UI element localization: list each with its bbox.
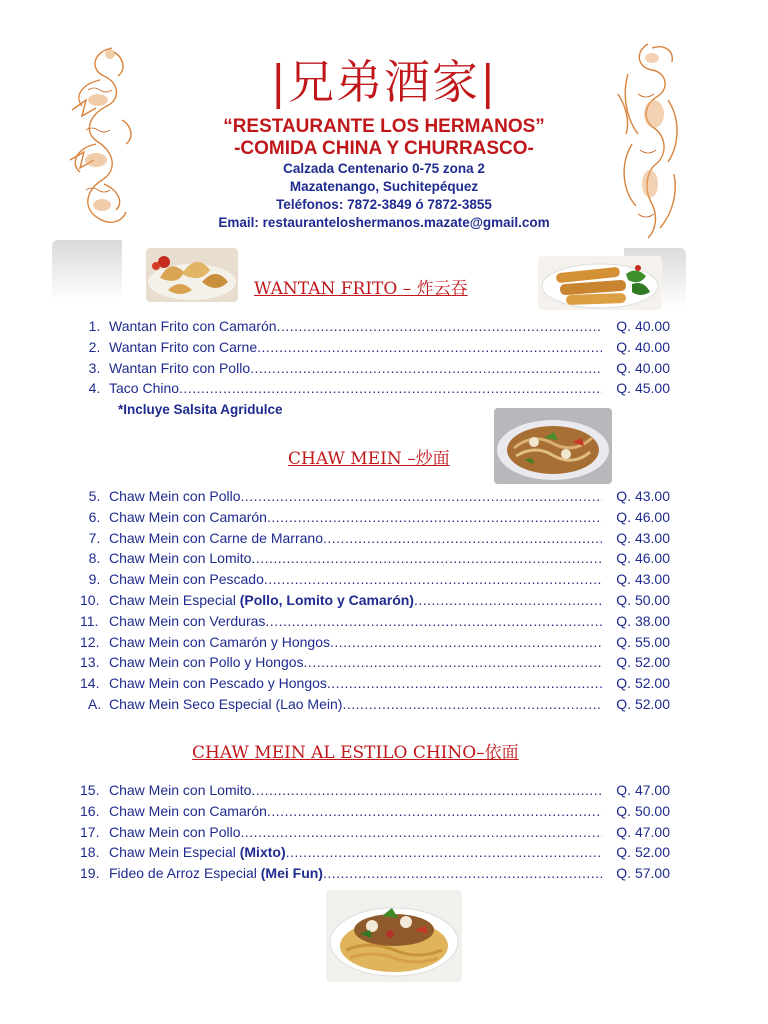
menu-item	[80, 780, 670, 801]
menu-item	[80, 569, 670, 590]
menu-item	[80, 507, 670, 528]
menu-item	[80, 863, 670, 884]
menu-item	[80, 528, 670, 549]
item-name: Chaw Mein con Camarón	[109, 802, 267, 819]
item-name: Chaw Mein con Camarón y Hongos	[109, 633, 330, 650]
item-price: Q. 46.00	[616, 550, 670, 567]
menu-item	[80, 632, 670, 653]
dot-leader	[286, 842, 602, 863]
item-name: Wantan Frito con Pollo	[109, 359, 251, 376]
item-name: Wantan Frito con Camarón	[109, 318, 277, 334]
dot-leader	[267, 507, 602, 528]
dot-leader	[323, 528, 602, 549]
item-number: 17.	[80, 823, 100, 840]
item-name: Chaw Mein con Pescado y Hongos	[109, 675, 327, 692]
menu-item	[80, 358, 670, 379]
item-number: 14.	[80, 675, 100, 692]
dot-leader	[323, 863, 602, 884]
item-name: Chaw Mein con Verduras	[109, 612, 266, 629]
menu-header	[150, 54, 618, 232]
item-number: 18.	[80, 844, 100, 861]
item-name: Chaw Mein con Lomito	[109, 782, 252, 798]
item-name-text: Chaw Mein Especial	[109, 844, 240, 861]
section-title-chaw-mein: CHAW MEIN –炒面	[288, 449, 450, 469]
item-price: Q. 50.00	[616, 802, 670, 819]
dragon-illustration	[52, 40, 142, 240]
item-number: 8.	[88, 550, 101, 567]
item-name	[109, 590, 414, 611]
item-price: Q. 43.00	[616, 529, 670, 546]
dot-leader	[267, 801, 602, 822]
address-line-2: Mazatenango, Suchitepéquez	[289, 179, 479, 194]
item-name-text: Fideo de Arroz Especial	[109, 865, 261, 882]
item-price: Q. 57.00	[616, 865, 670, 882]
menu-item	[80, 486, 670, 507]
dot-leader	[342, 694, 602, 715]
menu-item	[80, 822, 670, 843]
section-title-chinese-style: CHAW MEIN AL ESTILO CHINO–依面	[192, 743, 519, 763]
item-number: 10.	[80, 591, 100, 608]
dot-leader	[241, 822, 602, 843]
item-name: Wantan Frito con Carne	[109, 338, 258, 355]
spring-rolls-photo	[538, 256, 662, 310]
item-number: 2.	[88, 338, 101, 355]
item-number: 6.	[88, 508, 101, 525]
item-price: Q. 52.00	[616, 844, 670, 861]
dot-leader	[264, 569, 602, 590]
item-price: Q. 52.00	[616, 654, 670, 671]
item-price: Q. 43.00	[616, 571, 670, 588]
item-name-detail: (Mixto)	[239, 844, 286, 861]
phoenix-illustration	[608, 34, 686, 244]
item-price: Q. 40.00	[616, 338, 670, 355]
item-price: Q. 40.00	[616, 318, 670, 334]
item-name-detail: (Pollo, Lomito y Camarón)	[239, 591, 414, 608]
item-number: 7.	[88, 529, 101, 546]
item-price: Q. 40.00	[616, 359, 670, 376]
dot-leader	[251, 780, 602, 801]
menu-item	[80, 590, 670, 611]
dot-leader	[304, 652, 602, 673]
dot-leader	[277, 316, 602, 337]
menu-item	[80, 652, 670, 673]
menu-item	[80, 548, 670, 569]
item-price: Q. 45.00	[616, 380, 670, 397]
menu-item	[80, 378, 670, 399]
item-name: Taco Chino	[109, 380, 180, 397]
menu-item	[80, 694, 670, 715]
item-price: Q. 43.00	[616, 488, 670, 504]
dot-leader	[327, 673, 602, 694]
item-number: 19.	[80, 865, 100, 882]
dot-leader	[414, 590, 602, 611]
email-address: Email: restauranteloshermanos.mazate@gmail.com	[218, 215, 550, 230]
item-name: Chaw Mein con Lomito	[109, 550, 252, 567]
menu-item	[80, 801, 670, 822]
wantan-menu-list	[80, 316, 670, 399]
menu-item	[80, 842, 670, 863]
chaw-mein-photo	[494, 408, 612, 484]
item-name: Chaw Mein Seco Especial (Lao Mein)	[109, 695, 343, 712]
photo-shadow-left	[52, 240, 122, 300]
item-number: 11.	[80, 612, 99, 629]
item-price: Q. 46.00	[616, 508, 670, 525]
item-number: 1.	[88, 318, 101, 334]
dot-leader	[179, 378, 602, 399]
item-number: 9.	[88, 571, 101, 588]
item-price: Q. 52.00	[616, 675, 670, 692]
dot-leader	[250, 358, 602, 379]
item-number: 16.	[80, 802, 100, 819]
menu-item	[80, 316, 670, 337]
item-price: Q. 47.00	[616, 782, 670, 798]
dot-leader	[265, 611, 602, 632]
item-name: Chaw Mein con Pollo y Hongos	[109, 654, 304, 671]
item-price: Q. 47.00	[616, 823, 670, 840]
item-number: 3.	[88, 359, 101, 376]
item-number: 5.	[88, 488, 101, 504]
dot-leader	[257, 337, 602, 358]
chinese-restaurant-name: |兄弟酒家|	[270, 55, 498, 109]
menu-item	[80, 337, 670, 358]
restaurant-name: “RESTAURANTE LOS HERMANOS”	[223, 116, 545, 137]
item-price: Q. 52.00	[616, 695, 670, 712]
item-number: 4.	[88, 380, 101, 397]
crispy-noodles-photo	[326, 890, 462, 982]
address-line-1: Calzada Centenario 0-75 zona 2	[283, 161, 485, 176]
sauce-note: *Incluye Salsita Agridulce	[118, 402, 283, 417]
item-name: Chaw Mein con Pollo	[109, 823, 241, 840]
item-price: Q. 50.00	[616, 591, 670, 608]
chinese-style-menu-list	[80, 780, 670, 884]
item-name-detail: (Mei Fun)	[260, 865, 323, 882]
menu-item	[80, 611, 670, 632]
item-name: Chaw Mein con Pollo	[109, 488, 241, 504]
dot-leader	[241, 486, 602, 507]
dot-leader	[251, 548, 602, 569]
item-name	[109, 863, 323, 884]
item-name: Chaw Mein con Carne de Marrano	[109, 529, 323, 546]
menu-item	[80, 673, 670, 694]
item-name	[109, 842, 286, 863]
item-number: 13.	[80, 654, 100, 671]
chaw-mein-menu-list	[80, 486, 670, 715]
item-name-text: Chaw Mein Especial	[109, 591, 240, 608]
dot-leader	[330, 632, 602, 653]
item-name: Chaw Mein con Camarón	[109, 508, 267, 525]
restaurant-subtitle: -COMIDA CHINA Y CHURRASCO-	[234, 138, 534, 159]
item-number: 15.	[80, 782, 100, 798]
item-number: A.	[87, 695, 102, 712]
item-price: Q. 38.00	[616, 612, 670, 629]
phone-numbers: Teléfonos: 7872-3849 ó 7872-3855	[276, 197, 492, 212]
wantan-photo	[146, 248, 238, 302]
item-number: 12.	[80, 633, 100, 650]
section-title-wantan: WANTAN FRITO – 炸云吞	[254, 279, 468, 299]
item-price: Q. 55.00	[616, 633, 670, 650]
item-name: Chaw Mein con Pescado	[109, 571, 264, 588]
